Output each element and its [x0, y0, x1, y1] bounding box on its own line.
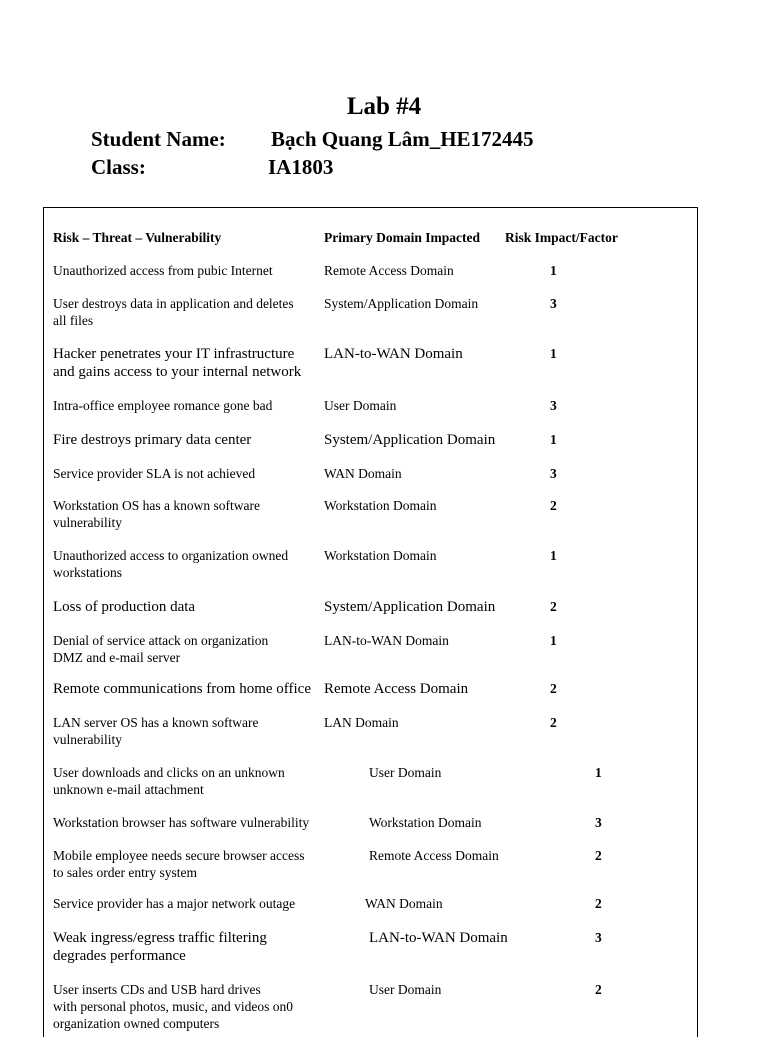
column-header-risk: Risk – Threat – Vulnerability — [53, 230, 222, 245]
risk-cell: Unauthorized access to organization owned workstations — [53, 548, 289, 580]
risk-cell: Service provider has a major network outage — [53, 896, 296, 911]
class-value: IA1803 — [268, 155, 334, 179]
impact-cell: 3 — [550, 296, 557, 311]
impact-cell: 2 — [595, 896, 602, 911]
page-title: Lab #4 — [346, 93, 422, 120]
domain-cell: WAN Domain — [365, 896, 443, 911]
risk-cell: Denial of service attack on organization DMZ and e-mail server — [53, 633, 269, 665]
domain-cell: LAN Domain — [324, 715, 399, 730]
impact-cell: 3 — [550, 466, 557, 481]
impact-cell: 1 — [550, 432, 557, 447]
domain-cell: System/Application Domain — [324, 432, 496, 448]
impact-cell: 2 — [550, 681, 557, 696]
domain-cell: User Domain — [324, 398, 397, 413]
domain-cell: LAN-to-WAN Domain — [324, 633, 449, 648]
column-header-impact: Risk Impact/Factor — [505, 230, 618, 245]
impact-cell: 2 — [595, 982, 602, 997]
student-name-label: Student Name: — [91, 127, 226, 151]
risk-cell: Remote communications from home office — [53, 681, 311, 697]
risk-table — [43, 207, 698, 1037]
domain-cell: LAN-to-WAN Domain — [369, 930, 508, 946]
risk-cell: Fire destroys primary data center — [53, 432, 252, 448]
domain-cell: Workstation Domain — [324, 548, 437, 563]
risk-cell: Service provider SLA is not achieved — [53, 466, 256, 481]
risk-cell: LAN server OS has a known software vulnerability — [53, 715, 259, 747]
risk-cell: Loss of production data — [53, 599, 196, 615]
domain-cell: User Domain — [369, 982, 442, 997]
domain-cell: System/Application Domain — [324, 599, 496, 615]
domain-cell: Remote Access Domain — [324, 681, 469, 697]
impact-cell: 2 — [550, 599, 557, 614]
risk-cell: Mobile employee needs secure browser access to sales order entry system — [53, 848, 305, 880]
domain-cell: System/Application Domain — [324, 296, 479, 311]
risk-cell: User inserts CDs and USB hard drives with personal photos, music, and videos on0 organization owned computers — [53, 982, 293, 1031]
impact-cell: 3 — [550, 398, 557, 413]
domain-cell: LAN-to-WAN Domain — [324, 346, 463, 362]
domain-cell: Workstation Domain — [369, 815, 482, 830]
impact-cell: 2 — [550, 715, 557, 730]
column-header-domain: Primary Domain Impacted — [324, 230, 480, 245]
impact-cell: 1 — [550, 633, 557, 648]
risk-cell: User destroys data in application and deletes all files — [53, 296, 294, 328]
risk-cell: Unauthorized access from pubic Internet — [53, 263, 273, 278]
impact-cell: 1 — [550, 263, 557, 278]
impact-cell: 1 — [550, 548, 557, 563]
risk-cell: Workstation browser has software vulnerability — [53, 815, 310, 830]
impact-cell: 2 — [550, 498, 557, 513]
impact-cell: 3 — [595, 930, 602, 945]
student-name-value: Bạch Quang Lâm_HE172445 — [271, 127, 534, 151]
risk-cell: Weak ingress/egress traffic filtering degrades performance — [53, 930, 267, 964]
risk-cell: Hacker penetrates your IT infrastructure and gains access to your internal network — [53, 346, 302, 380]
risk-cell: Workstation OS has a known software vulnerability — [53, 498, 261, 530]
impact-cell: 1 — [550, 346, 557, 361]
domain-cell: WAN Domain — [324, 466, 402, 481]
domain-cell: User Domain — [369, 765, 442, 780]
class-label: Class: — [91, 155, 146, 179]
impact-cell: 3 — [595, 815, 602, 830]
domain-cell: Workstation Domain — [324, 498, 437, 513]
risk-cell: User downloads and clicks on an unknown unknown e-mail attachment — [53, 765, 285, 797]
impact-cell: 2 — [595, 848, 602, 863]
impact-cell: 1 — [595, 765, 602, 780]
domain-cell: Remote Access Domain — [324, 263, 454, 278]
domain-cell: Remote Access Domain — [369, 848, 499, 863]
risk-cell: Intra-office employee romance gone bad — [53, 398, 273, 413]
